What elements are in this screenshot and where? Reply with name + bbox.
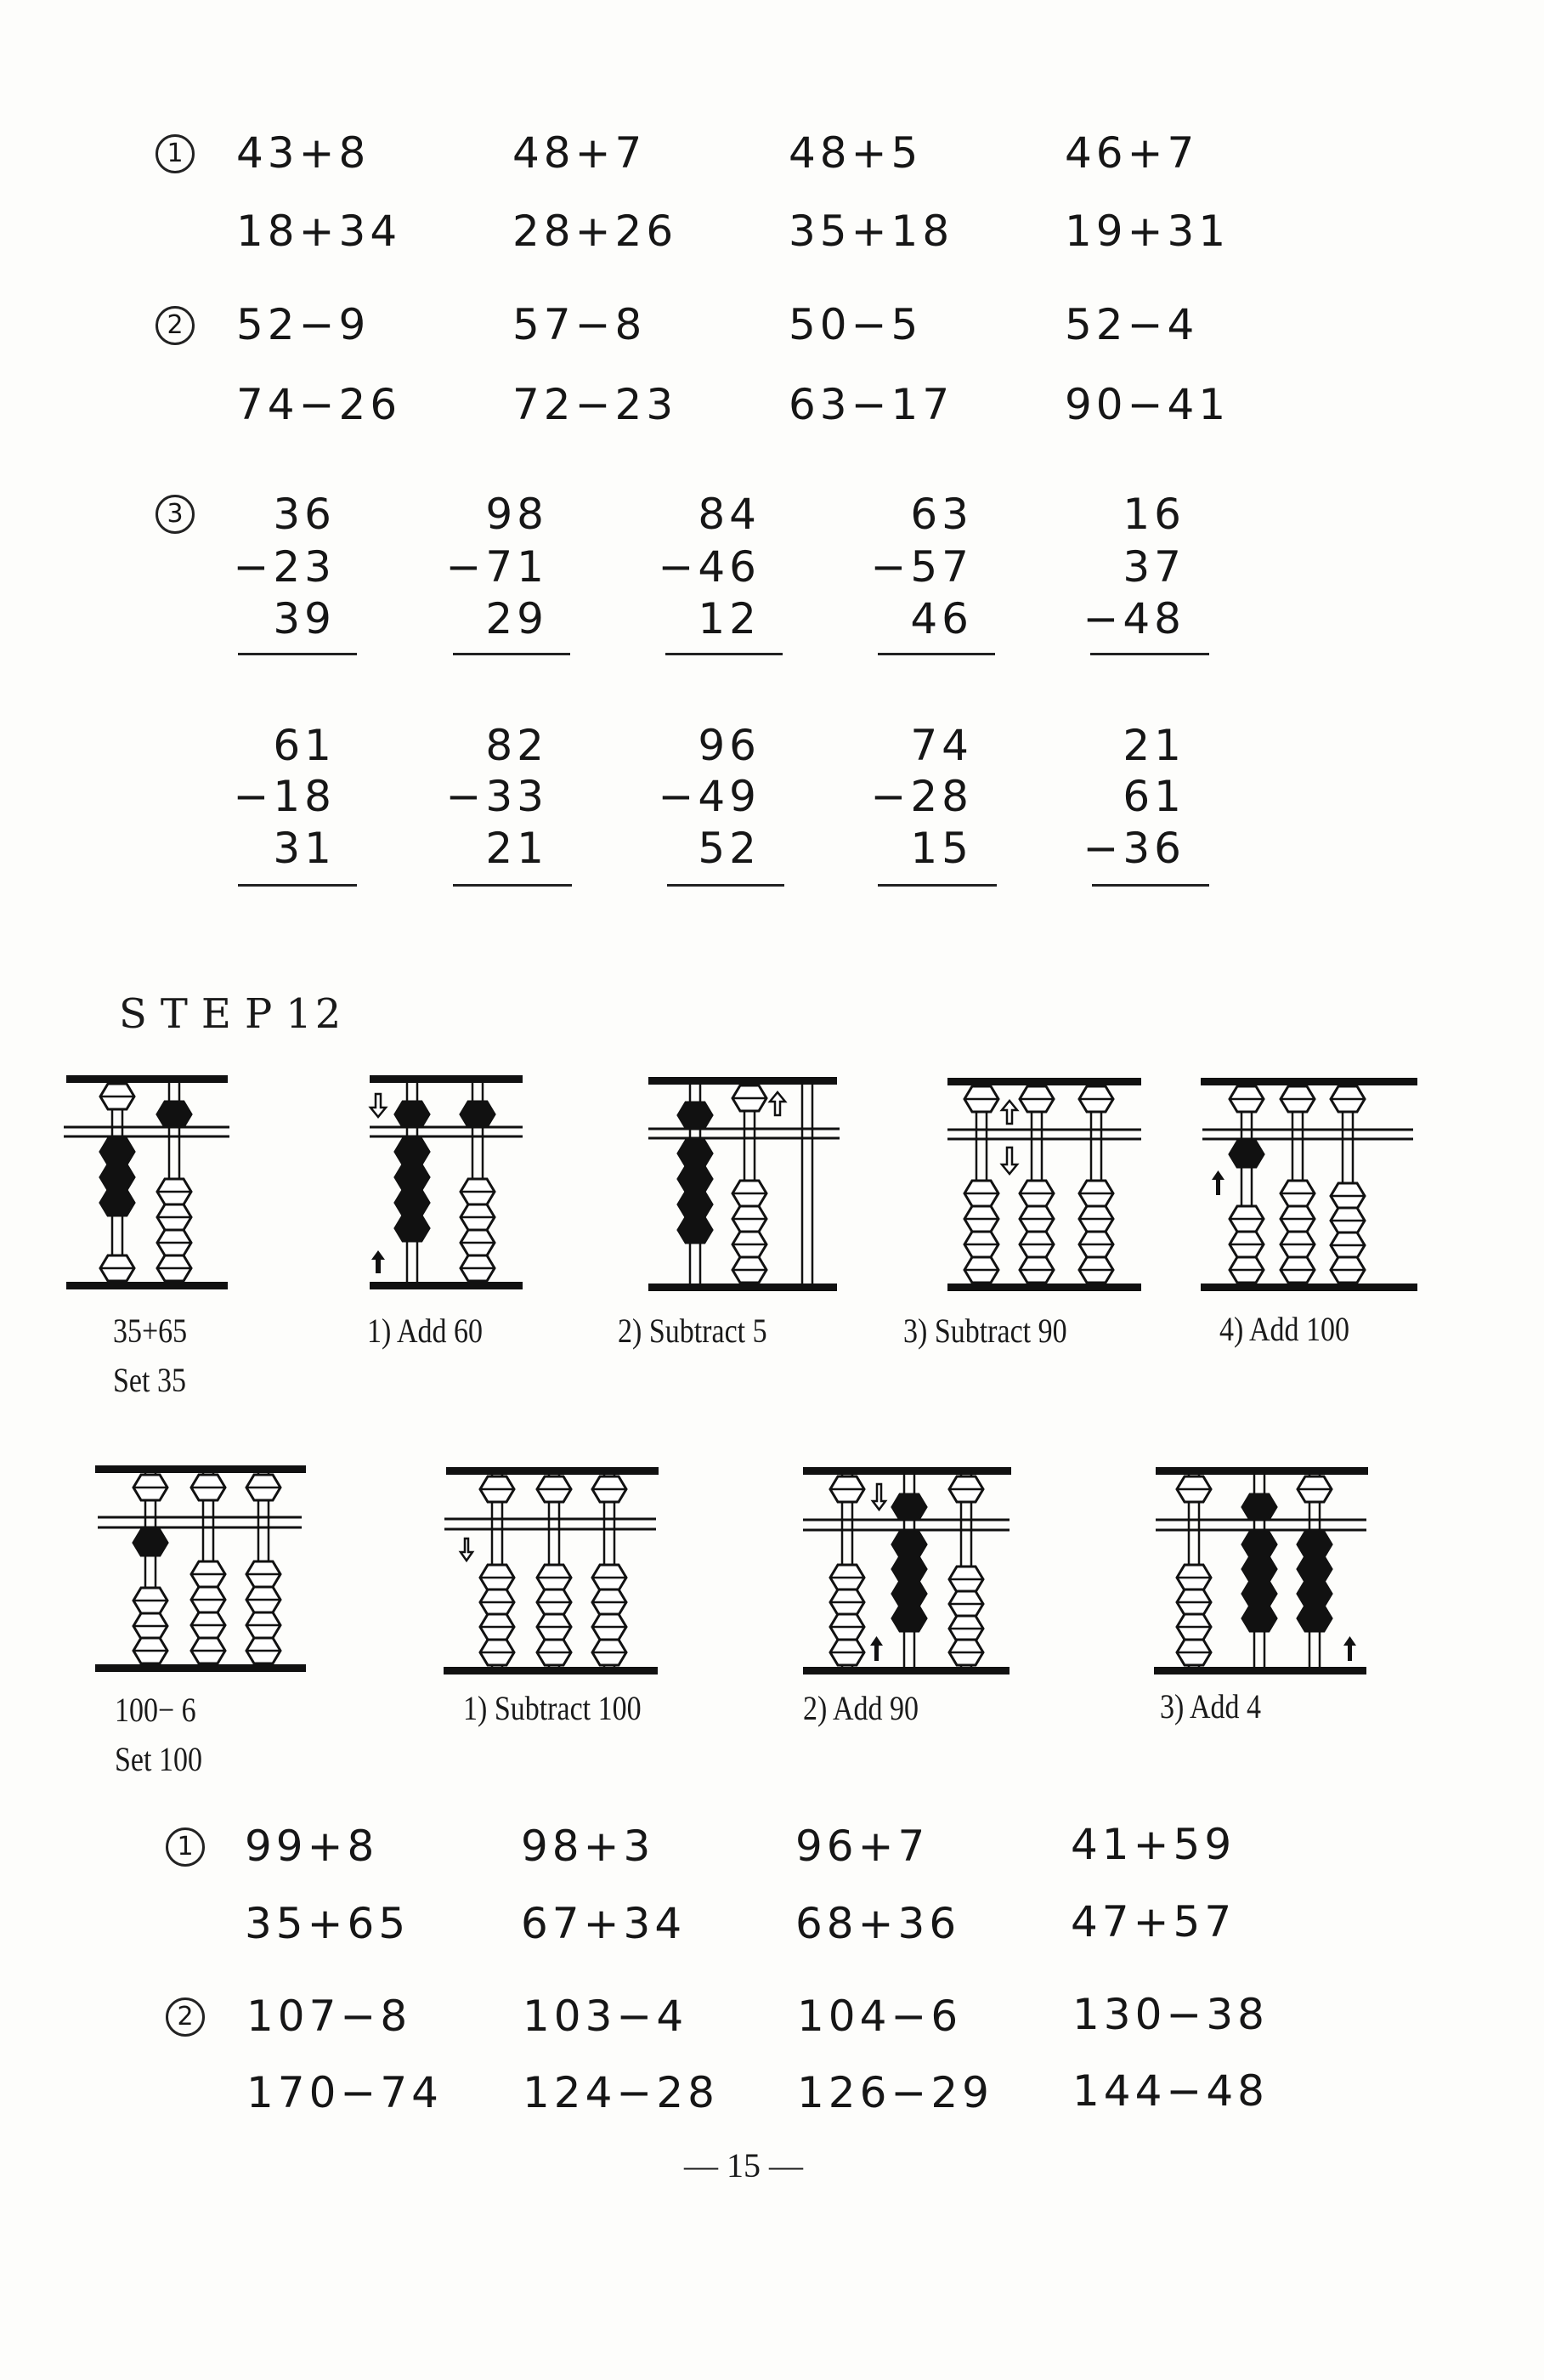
problem: 28+26 bbox=[512, 207, 678, 256]
abacus-caption: Set 35 bbox=[113, 1361, 186, 1399]
abacus-caption: 2) Subtract 5 bbox=[618, 1312, 767, 1350]
vertical-problem bbox=[200, 490, 336, 660]
addend: −23 bbox=[233, 542, 336, 592]
vertical-problem bbox=[412, 722, 548, 892]
step-label: STEP bbox=[119, 990, 286, 1038]
addend: 98 bbox=[485, 490, 548, 539]
abacus-diagram-set-35 bbox=[64, 1073, 234, 1294]
page-number: — 15 — bbox=[684, 2146, 803, 2184]
step-heading bbox=[119, 990, 344, 1038]
problem: 52−9 bbox=[236, 300, 370, 349]
problem: 19+31 bbox=[1065, 207, 1230, 256]
arrow-down-hollow-icon bbox=[873, 1484, 885, 1510]
problem: 35+65 bbox=[245, 1899, 410, 1948]
abacus-diagram-subtract-5 bbox=[644, 1073, 848, 1294]
addend: −28 bbox=[870, 772, 973, 821]
addend: 37 bbox=[1123, 542, 1185, 592]
answer-line bbox=[238, 884, 357, 887]
answer-line bbox=[453, 884, 572, 887]
problem: 68+36 bbox=[795, 1899, 961, 1948]
problem: 96+7 bbox=[795, 1822, 930, 1871]
abacus-diagram-add-90 bbox=[799, 1460, 1020, 1673]
problem-group-marker-2: 2 bbox=[166, 1998, 205, 2037]
answer-line bbox=[1090, 653, 1209, 655]
addend: −71 bbox=[445, 542, 548, 592]
abacus-caption: 1) Add 60 bbox=[367, 1312, 483, 1350]
addend: −33 bbox=[445, 772, 548, 821]
problem: 48+7 bbox=[512, 128, 647, 178]
arrow-up-solid-icon bbox=[1212, 1170, 1224, 1195]
abacus-diagram-subtract-100 bbox=[357, 1460, 663, 1673]
addend: 84 bbox=[698, 490, 761, 539]
addend: −57 bbox=[870, 542, 973, 592]
addend: 21 bbox=[1123, 721, 1185, 770]
problem: 98+3 bbox=[521, 1822, 655, 1871]
vertical-problem bbox=[625, 490, 761, 660]
vertical-problem bbox=[1049, 490, 1185, 660]
vertical-problem bbox=[625, 722, 761, 892]
step-number: 12 bbox=[286, 990, 345, 1038]
arrow-down-hollow-icon bbox=[461, 1538, 472, 1561]
arrow-down-hollow-icon bbox=[370, 1094, 386, 1117]
addend: −36 bbox=[1083, 824, 1185, 873]
addend: 31 bbox=[273, 824, 336, 873]
problem-group-marker-3: 3 bbox=[156, 495, 195, 534]
addend: 16 bbox=[1123, 490, 1185, 539]
vertical-problem bbox=[200, 722, 336, 892]
answer-line bbox=[238, 653, 357, 655]
addend: 74 bbox=[910, 721, 973, 770]
problem: 41+59 bbox=[1071, 1820, 1236, 1869]
problem-group-marker-1: 1 bbox=[156, 134, 195, 173]
vertical-problem bbox=[412, 490, 548, 660]
addend: 46 bbox=[910, 594, 973, 643]
answer-line bbox=[878, 884, 997, 887]
addend: −49 bbox=[658, 772, 761, 821]
abacus-caption: 2) Add 90 bbox=[803, 1689, 919, 1727]
problem: 107−8 bbox=[246, 1992, 412, 2041]
problem: 144−48 bbox=[1072, 2066, 1269, 2116]
abacus-diagram-add-4 bbox=[1151, 1460, 1377, 1673]
problem: 124−28 bbox=[523, 2068, 719, 2117]
addend: 61 bbox=[1123, 772, 1185, 821]
addend: 63 bbox=[910, 490, 973, 539]
addend: 15 bbox=[910, 824, 973, 873]
problem: 170−74 bbox=[246, 2068, 443, 2117]
answer-line bbox=[453, 653, 570, 655]
addend: −18 bbox=[233, 772, 336, 821]
addend: 21 bbox=[485, 824, 548, 873]
addend: −46 bbox=[658, 542, 761, 592]
arrow-up-hollow-icon bbox=[770, 1092, 785, 1115]
arrow-up-solid-icon bbox=[870, 1636, 883, 1661]
answer-line bbox=[665, 653, 783, 655]
arrow-up-solid-icon bbox=[1343, 1636, 1356, 1661]
problem: 104−6 bbox=[797, 1992, 963, 2041]
problem: 74−26 bbox=[236, 380, 402, 429]
problem: 47+57 bbox=[1071, 1897, 1236, 1946]
answer-line bbox=[667, 884, 784, 887]
vertical-problem bbox=[837, 490, 973, 660]
problem-group-marker-1: 1 bbox=[166, 1828, 205, 1867]
problem: 72−23 bbox=[512, 380, 678, 429]
arrow-up-hollow-icon bbox=[1002, 1101, 1017, 1124]
problem: 103−4 bbox=[523, 1992, 688, 2041]
problem: 130−38 bbox=[1072, 1990, 1269, 2039]
problem: 99+8 bbox=[245, 1822, 379, 1871]
addend: 61 bbox=[273, 721, 336, 770]
addend: 29 bbox=[485, 594, 548, 643]
abacus-caption: 3) Subtract 90 bbox=[903, 1312, 1067, 1350]
problem: 18+34 bbox=[236, 207, 402, 256]
problem: 48+5 bbox=[789, 128, 923, 178]
vertical-problem bbox=[1049, 722, 1185, 892]
abacus-caption: 4) Add 100 bbox=[1219, 1310, 1349, 1348]
addend: 82 bbox=[485, 721, 548, 770]
addend: 36 bbox=[273, 490, 336, 539]
problem: 50−5 bbox=[789, 300, 923, 349]
problem: 46+7 bbox=[1065, 128, 1199, 178]
problem: 52−4 bbox=[1065, 300, 1199, 349]
problem: 57−8 bbox=[512, 300, 647, 349]
addend: 96 bbox=[698, 721, 761, 770]
problem: 63−17 bbox=[789, 380, 954, 429]
addend: 39 bbox=[273, 594, 336, 643]
abacus-diagram-add-60 bbox=[357, 1073, 527, 1294]
arrow-down-hollow-icon bbox=[1002, 1148, 1017, 1174]
vertical-problem bbox=[837, 722, 973, 892]
answer-line bbox=[878, 653, 995, 655]
problem: 43+8 bbox=[236, 128, 370, 178]
problem: 67+34 bbox=[521, 1899, 687, 1948]
problem: 90−41 bbox=[1065, 380, 1230, 429]
problem-group-marker-2: 2 bbox=[156, 306, 195, 345]
abacus-caption: 100− 6 bbox=[115, 1691, 196, 1729]
abacus-caption: Set 100 bbox=[115, 1740, 202, 1778]
answer-line bbox=[1092, 884, 1209, 887]
problem: 126−29 bbox=[797, 2068, 993, 2117]
problem: 35+18 bbox=[789, 207, 954, 256]
addend: 12 bbox=[698, 594, 761, 643]
abacus-caption: 3) Add 4 bbox=[1160, 1687, 1261, 1726]
arrow-up-solid-icon bbox=[371, 1250, 385, 1273]
abacus-diagram-add-100 bbox=[1185, 1073, 1428, 1294]
abacus-diagram-set-100 bbox=[93, 1460, 310, 1673]
addend: −48 bbox=[1083, 594, 1185, 643]
abacus-diagram-subtract-90 bbox=[943, 1073, 1151, 1294]
abacus-caption: 1) Subtract 100 bbox=[463, 1689, 642, 1727]
addend: 52 bbox=[698, 824, 761, 873]
abacus-caption: 35+65 bbox=[113, 1312, 188, 1350]
